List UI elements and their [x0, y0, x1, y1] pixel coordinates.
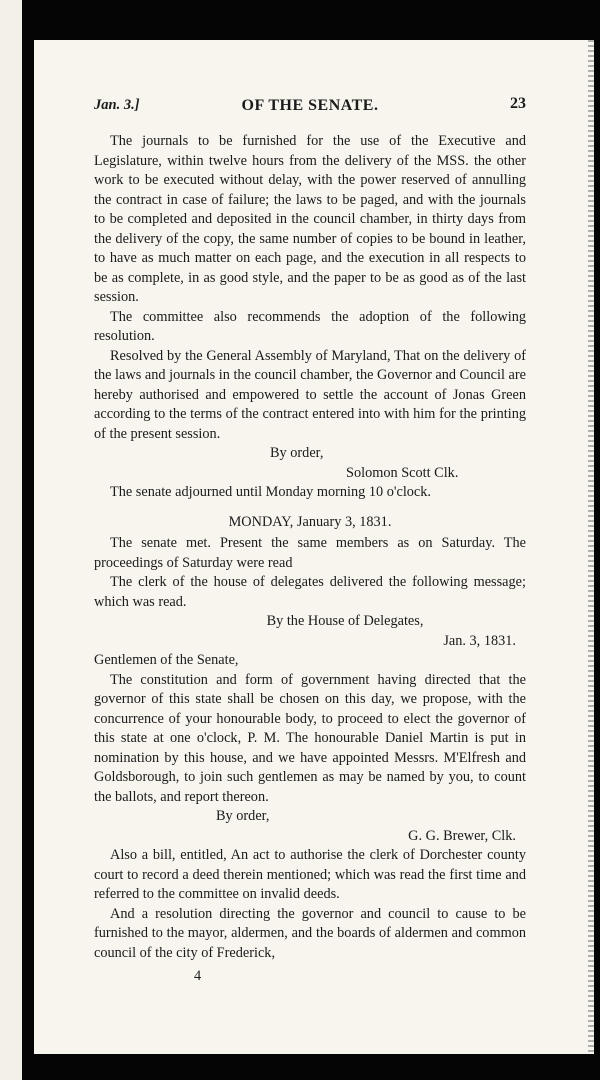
salutation: Gentlemen of the Senate,: [94, 652, 239, 668]
by-order-line: By order,: [270, 445, 324, 461]
book-gutter: [22, 0, 34, 1080]
paragraph-frederick-resolution: And a resolution directing the governor and council to cause to be furnished to the mayor, aldermen, and the boards of aldermen and common council of the city of Frederick,: [94, 905, 526, 961]
paragraph-governor-election: The constitution and form of government having directed that the governor of this state shall be chosen on this day, we propose, with the concurrence of your honourable body, to proceed to elect the governor of this state at one o'clock, P. M. The honourable Daniel Martin is put in nomination by this house, and we have appointed Messrs. M'Elfresh and Goldsborough, to join such gentlemen as may be named by you, to count the ballots, and report thereon.: [94, 671, 526, 805]
paragraph-senate-met: The senate met. Present the same members as on Saturday. The proceedings of Saturday were read: [94, 535, 526, 571]
paragraph-journals: The journals to be furnished for the use of the Executive and Legislature, within twelve hours from the delivery of the MSS. the other work to be executed without delay, with the power reserved of annulling the contract in case of failure; the laws to be paged, and with the journals to be completed and deposited in the council chamber, in thirty days from the delivery of the copy, the same number of copies to be bound in leather, to have as much matter on each page, and the execution in all respects to be as complete, in as good style, and the paper to be as good as of the last session.: [94, 133, 526, 305]
header-date: Jan. 3.]: [94, 97, 140, 113]
signature-clerk-brewer: G. G. Brewer, Clk.: [408, 827, 516, 844]
message-date: Jan. 3, 1831.: [443, 632, 516, 649]
page-text: [94, 96, 526, 987]
paragraph-adjourned: The senate adjourned until Monday morning 10 o'clock.: [110, 484, 432, 500]
signature-clerk-scott: Solomon Scott Clk.: [346, 464, 459, 481]
document-page: [34, 40, 594, 1054]
day-heading: MONDAY, January 3, 1831.: [228, 513, 392, 530]
page-edge-texture: [588, 40, 594, 1054]
signature-mark: 4: [194, 968, 202, 984]
paragraph-dorchester-bill: Also a bill, entitled, An act to authorise the clerk of Dorchester county court to record a deed therein mentioned; which was read the first time and referred to the committee on invalid deeds.: [94, 847, 526, 902]
adjacent-page-edge: [0, 0, 22, 1080]
header-title: OF THE SENATE.: [241, 97, 379, 114]
by-order-line-2: By order,: [216, 808, 270, 824]
running-header: [94, 96, 526, 120]
paragraph-committee: The committee also recommends the adoption of the following resolution.: [94, 308, 526, 344]
page-number: 23: [510, 95, 526, 112]
house-of-delegates-line: By the House of Delegates,: [266, 613, 424, 629]
paragraph-message: The clerk of the house of delegates delivered the following message; which was read.: [94, 574, 526, 610]
paragraph-resolution: Resolved by the General Assembly of Maryland, That on the delivery of the laws and journals in the council chamber, the Governor and Council are hereby authorised and empowered to settle the account of Jonas Green according to the terms of the contract entered into with him for the printing of the present session.: [94, 347, 526, 442]
